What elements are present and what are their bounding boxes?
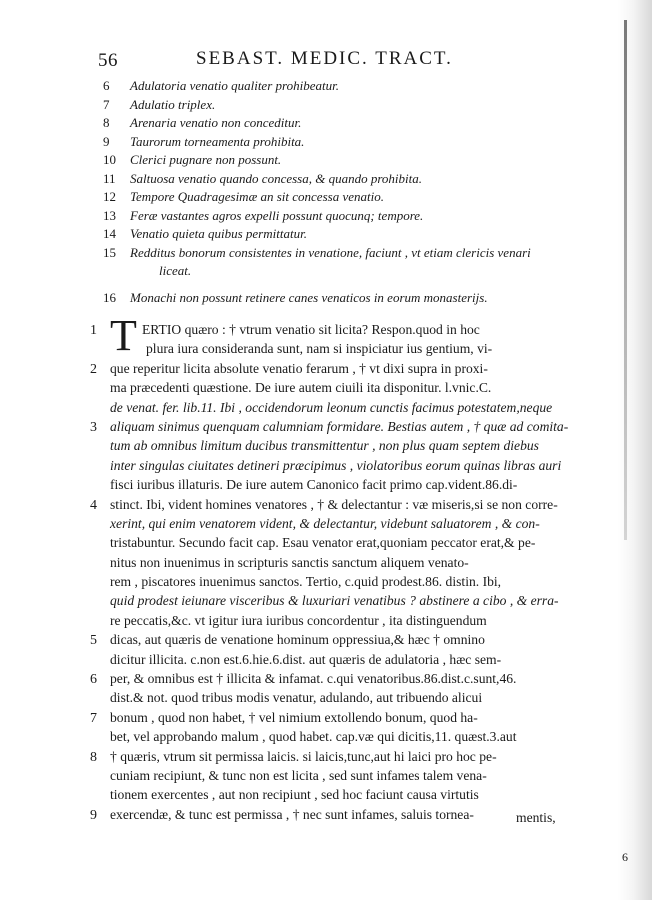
- text-line: 5 dicas, aut quæris de venatione hominum oppressiua,& hæc † omnino: [90, 632, 485, 649]
- summary-item: liceat.: [159, 263, 192, 278]
- summary-item: 8 Arenaria venatio non conceditur.: [103, 115, 302, 130]
- text-line: tristabuntur. Secundo facit cap. Esau venator erat,quoniam peccator erat,& pe-: [110, 535, 536, 551]
- text-line: cuniam recipiunt, & tunc non est licita , sed sunt infames talem vena-: [110, 767, 487, 783]
- text-line: re peccatis,&c. vt igitur iura iuribus concordentur , ita distinguendum: [110, 612, 487, 628]
- summary-item: 14 Venatio quieta quibus permittatur.: [103, 226, 307, 241]
- body-text: [90, 311, 584, 826]
- text-line: ma præcedenti quæstione. De iure autem ciuili ita disponitur. l.vnic.C.: [110, 380, 492, 396]
- text-line: 7 bonum , quod non habet, † vel nimium extollendo bonum, quod ha-: [90, 709, 478, 726]
- text-line: 2 que reperitur licita absolute venatio ferarum , † vt dixi supra in proxi-: [90, 360, 488, 377]
- signature-mark: 6: [622, 850, 628, 864]
- catchword: mentis,: [516, 810, 556, 825]
- text-line: tionem exercentes , aut non recipiunt , sed hoc faciunt causa virtutis: [110, 787, 479, 803]
- page-number: 56: [98, 50, 118, 71]
- text-line: quid prodest ieiunare visceribus & luxuriari venatibus ? abstinere a cibo , & erra-: [110, 593, 559, 609]
- text-line: 4 stinct. Ibi, vident homines venatores , † & delectantur : væ miseris,si se non corre-: [90, 496, 558, 513]
- text-line: de venat. fer. lib.11. Ibi , occidendorum leonum cunctis facimus potestatem,neque: [110, 399, 553, 415]
- text-line: 6 per, & omnibus est † illicita & infamat. c.qui venatoribus.86.dist.c.sunt,46.: [90, 671, 517, 688]
- text-line: 3 aliquam sinimus quenquam calumniam formidare. Bestias autem , † quæ ad comita-: [90, 418, 569, 435]
- summary-item: 9 Taurorum torneamenta prohibita.: [103, 133, 305, 149]
- page-gutter-line: [624, 20, 627, 540]
- text-line: plura iura consideranda sunt, nam si inspiciatur ius gentium, vi-: [146, 341, 493, 357]
- text-line: dist.& not. quod tribus modis venatur, adulando, aut tribuendo alicui: [110, 690, 483, 706]
- summary-item: 6 Adulatoria venatio qualiter prohibeatur.: [103, 78, 339, 93]
- summary-item: 7 Adulatio triplex.: [103, 96, 216, 112]
- text-line: 1 T ERTIO quæro : † vtrum venatio sit licita? Respon.quod in hoc: [90, 311, 480, 360]
- text-line: inter singulas ciuitates detineri præcipimus , violatoribus eorum quinas libras auri: [110, 457, 562, 473]
- margin-number: 1: [90, 323, 97, 338]
- text-line: dicitur illicita. c.non est.6.hie.6.dist. aut quæris de adulatoria , hæc sem-: [110, 651, 502, 667]
- text-line: nitus non inuenimus in scripturis sanctis sanctum aliquem venato-: [110, 554, 469, 570]
- summary-item: 10 Clerici pugnare non possunt.: [103, 152, 282, 167]
- summary-item: 13 Feræ vastantes agros expelli possunt quocunq; tempore.: [103, 207, 424, 223]
- text-line: tum ab omnibus limitum ducibus transmittentur , non plus quam septem diebus: [110, 438, 539, 454]
- summary-item: 15 Redditus bonorum consistentes in venatione, faciunt , vt etiam clericis venari: [103, 244, 531, 260]
- text-line: 9 exercendæ, & tunc est permissa , † nec sunt infames, saluis tornea-: [90, 806, 474, 823]
- text-line: fisci iuribus illaturis. De iure autem Canonico facit primo cap.vident.86.di-: [110, 477, 518, 493]
- text-line: bet, vel approbando malum , quod habet. cap.væ qui dicitis,11. quæst.3.aut: [110, 729, 517, 745]
- text-line: rem , piscatores inuenimus sanctos. Tertio, c.quid prodest.86. distin. Ibi,: [110, 574, 502, 590]
- drop-cap: T: [110, 311, 137, 360]
- summary-item: 11 Saltuosa venatio quando concessa, & quando prohibita.: [103, 170, 422, 186]
- summary-item: 12 Tempore Quadragesimæ an sit concessa venatio.: [103, 189, 384, 204]
- running-title: SEBAST. MEDIC. TRACT.: [196, 48, 453, 69]
- text-line: xerint, qui enim venatorem vident, & delectantur, videbunt saluatorem , & con-: [110, 515, 540, 531]
- text-line: 8 † quæris, vtrum sit permissa laicis. si laicis,tunc,aut hi laici pro hoc pe-: [90, 748, 497, 765]
- summary-item: 16 Monachi non possunt retinere canes venaticos in eorum monasterijs.: [103, 289, 488, 305]
- running-header: [98, 48, 598, 74]
- summary-list: [103, 78, 603, 308]
